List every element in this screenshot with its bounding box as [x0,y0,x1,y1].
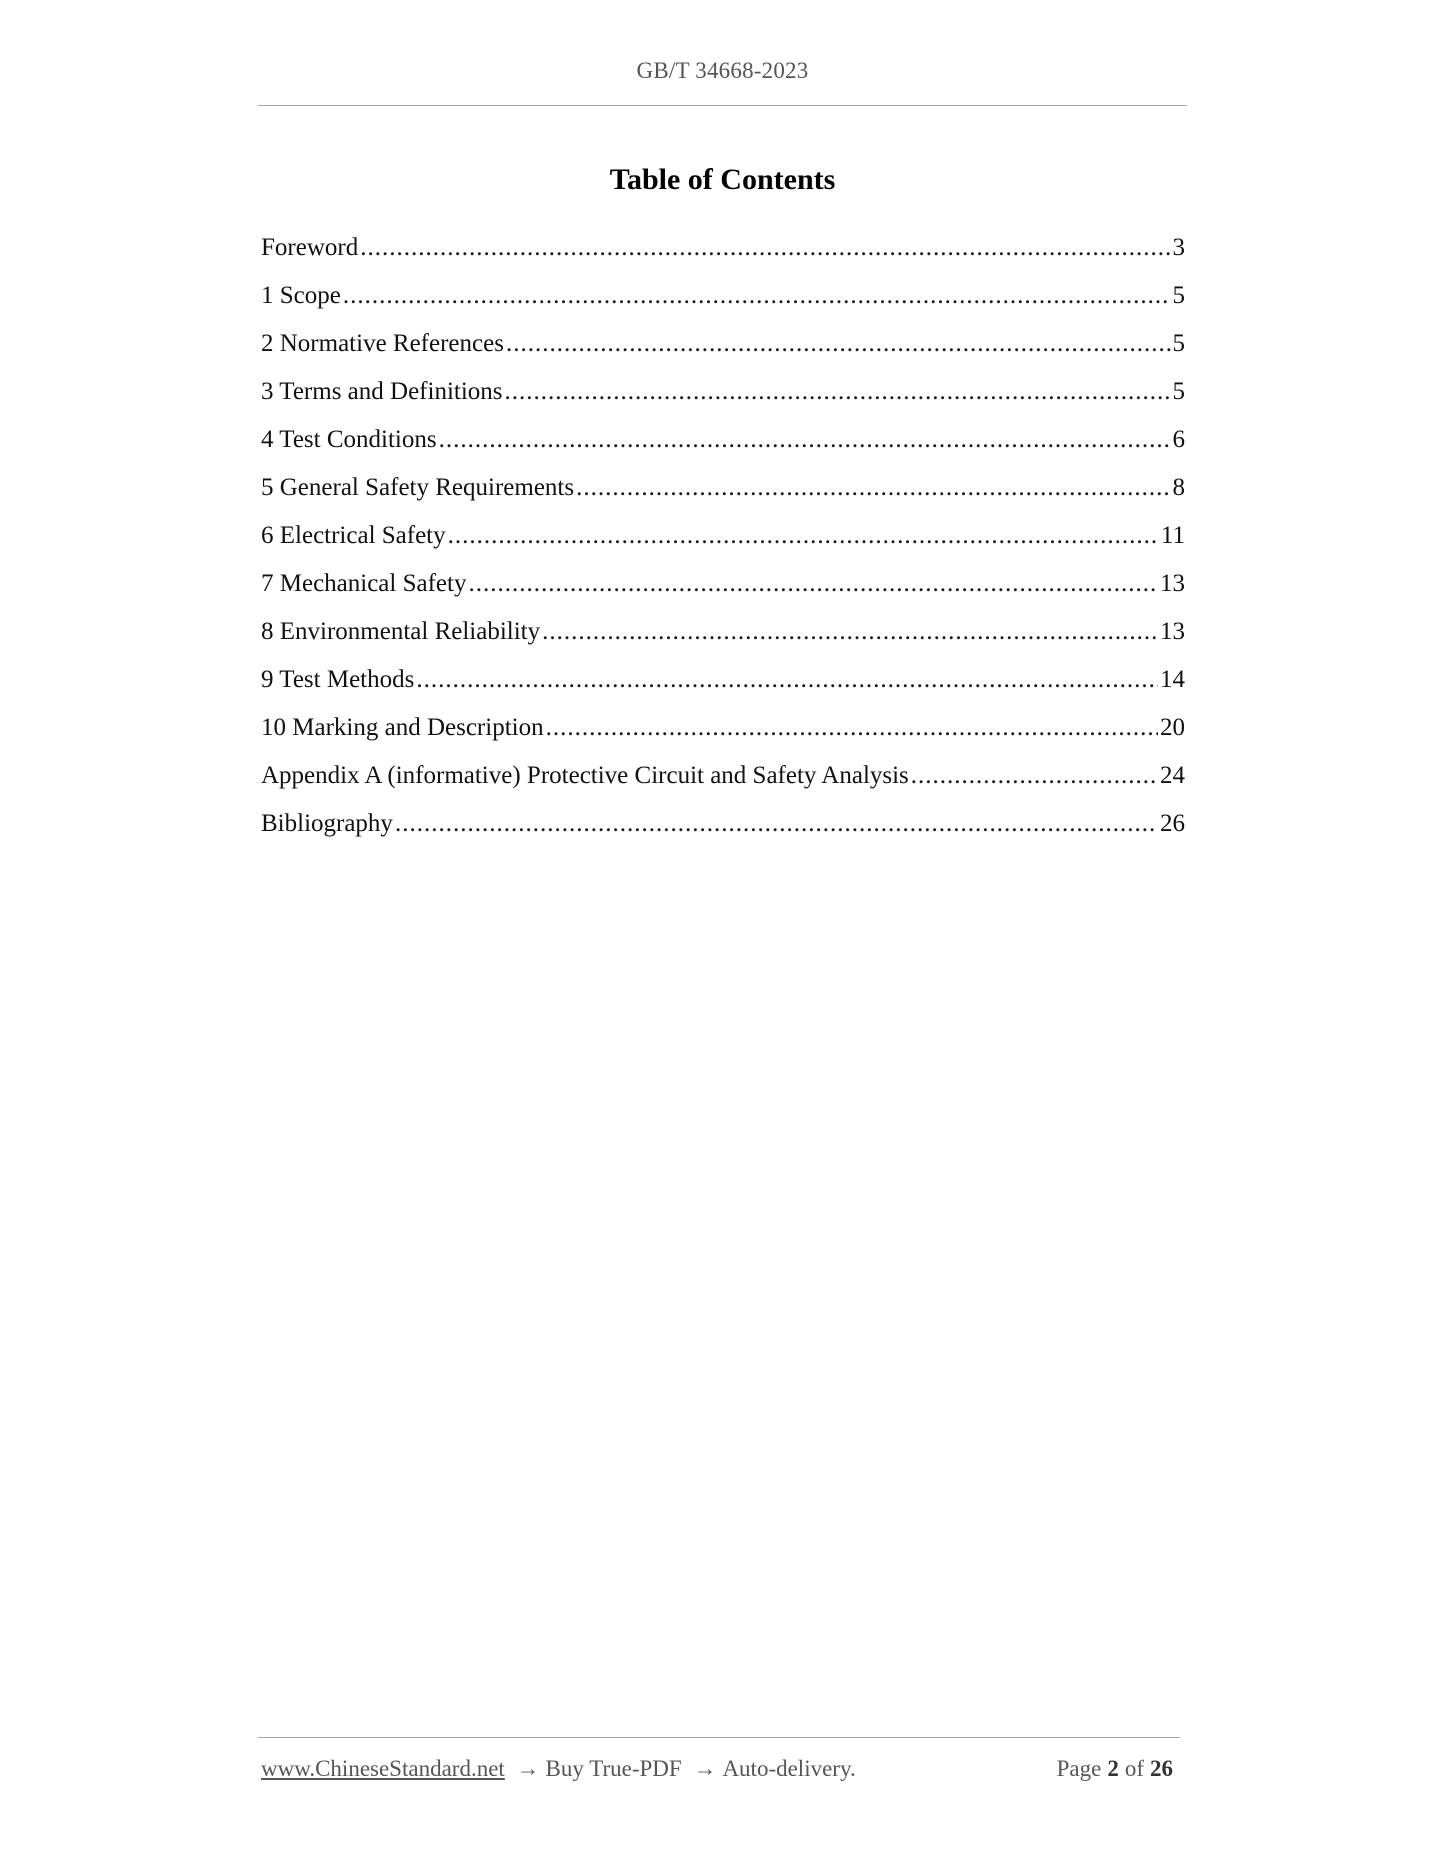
toc-entry-page: 5 [1172,378,1185,405]
toc-leader-dots [911,756,1158,796]
footer [261,1756,1179,1782]
toc-entry-page: 5 [1172,282,1185,309]
toc-entry-page: 20 [1160,714,1185,741]
footer-promo [261,1756,856,1782]
toc-entry-label: 2 Normative References [261,330,504,357]
auto-delivery-text: Auto-delivery. [722,1756,856,1781]
toc-entry-page: 26 [1160,810,1185,837]
toc-leader-dots [360,228,1170,268]
of-word: of [1124,1756,1144,1781]
toc-entry-foreword[interactable] [261,228,1185,276]
toc-leader-dots [542,612,1158,652]
toc-entry-label: 1 Scope [261,282,341,309]
toc-leader-dots [546,708,1158,748]
toc-entry-label: 4 Test Conditions [261,426,437,453]
toc-entry-page: 11 [1160,522,1185,549]
toc-entry-label: 3 Terms and Definitions [261,378,503,405]
toc-entry-test-conditions[interactable] [261,420,1185,468]
toc-entry-label: 7 Mechanical Safety [261,570,467,597]
toc-leader-dots [468,564,1158,604]
header-divider [258,105,1187,106]
toc-leader-dots [439,420,1171,460]
toc-entry-label: Foreword [261,234,359,261]
toc-entry-page: 13 [1160,570,1185,597]
total-pages-number: 26 [1150,1756,1173,1781]
toc-entry-scope[interactable] [261,276,1185,324]
toc-entry-page: 14 [1160,666,1185,693]
toc-entry-terms-definitions[interactable] [261,372,1185,420]
header-standard-code: GB/T 34668-2023 [636,58,809,83]
toc-entry-bibliography[interactable] [261,804,1185,852]
toc-entry-page: 8 [1172,474,1185,501]
toc-entry-page: 13 [1160,618,1185,645]
toc-entry-mechanical-safety[interactable] [261,564,1185,612]
toc-entry-label: Bibliography [261,810,393,837]
toc-entry-page: 5 [1172,330,1185,357]
toc-entry-label: Appendix A (informative) Protective Circuit and Safety Analysis [261,762,909,789]
toc-entry-page: 3 [1172,234,1185,261]
site-link[interactable]: www.ChineseStandard.net [261,1756,505,1781]
toc-entry-environmental-reliability[interactable] [261,612,1185,660]
current-page-number: 2 [1107,1756,1119,1781]
toc-entry-test-methods[interactable] [261,660,1185,708]
toc-entry-electrical-safety[interactable] [261,516,1185,564]
toc-entry-page: 6 [1172,426,1185,453]
toc-entry-general-safety[interactable] [261,468,1185,516]
toc-leader-dots [505,372,1171,412]
toc-entry-page: 24 [1160,762,1185,789]
toc-leader-dots [448,516,1159,556]
toc-entry-label: 6 Electrical Safety [261,522,446,549]
toc-entry-marking-description[interactable] [261,708,1185,756]
toc-leader-dots [576,468,1170,508]
toc-leader-dots [416,660,1158,700]
arrow-right-icon: → [516,1756,540,1781]
toc-leader-dots [395,804,1158,844]
page-word: Page [1056,1756,1102,1781]
arrow-right-icon: → [693,1756,717,1781]
buy-true-pdf-text: Buy True-PDF [545,1756,682,1781]
toc-list [261,228,1185,852]
toc-entry-label: 5 General Safety Requirements [261,474,575,501]
toc-entry-normative-references[interactable] [261,324,1185,372]
toc-entry-label: 10 Marking and Description [261,714,544,741]
toc-leader-dots [506,324,1171,364]
toc-entry-appendix-a[interactable] [261,756,1185,804]
toc-entry-label: 8 Environmental Reliability [261,618,541,645]
toc-leader-dots [343,276,1171,316]
toc-title: Table of Contents [609,163,836,196]
page-indicator [1057,1756,1179,1782]
toc-entry-label: 9 Test Methods [261,666,415,693]
footer-divider [258,1737,1180,1738]
